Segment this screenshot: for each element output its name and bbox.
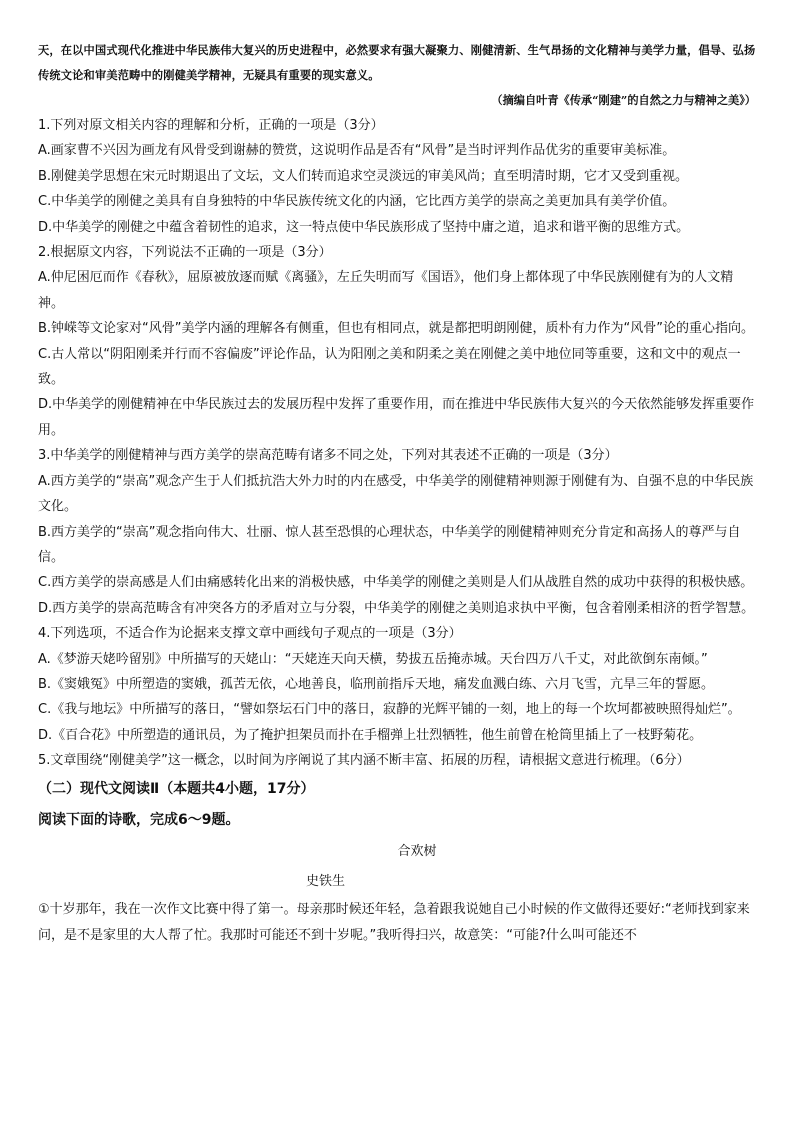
option-a: A.西方美学的“崇高”观念产生于人们抵抗浩大外力时的内在感受，中华美学的刚健精神则源于刚健有为、自强不息的中华民族文化。: [38, 473, 754, 515]
option-c: C.古人常以“阴阳刚柔并行而不容偏废”评论作品，认为阳刚之美和阴柔之美在刚健之美中地位同等重要，这和文中的观点一致。: [38, 346, 741, 388]
question-5: [38, 748, 756, 773]
question-1: [38, 113, 756, 240]
option-a: A.《梦游天姥吟留别》中所描写的天姥山：“天姥连天向天横，势拔五岳掩赤城。天台四万八千丈，对此欲倒东南倾。”: [38, 651, 708, 667]
question-stem: 3.中华美学的刚健精神与西方美学的崇高范畴有诸多不同之处，下列对其表述不正确的一项是（3分）: [38, 448, 618, 464]
option-b: B.钟嵘等文论家对“风骨”美学内涵的理解各有侧重，但也有相同点，就是都把明朗刚健，质朴有力作为“风骨”论的重心指向。: [38, 321, 754, 337]
question-stem: 5.文章围绕“刚健美学”这一概念，以时间为序阐说了其内涵不断丰富、拓展的历程，请根据文意进行梳理。（6分）: [38, 753, 690, 769]
option-b: B.西方美学的“崇高”观念指向伟大、壮丽、惊人甚至恐惧的心理状态，中华美学的刚健精神则充分肯定和高扬人的尊严与自信。: [38, 524, 741, 565]
source-citation: （摘编自叶青《传承“刚建”的自然之力与精神之美》）: [491, 93, 756, 107]
option-c: C.中华美学的刚健之美具有自身独特的中华民族传统文化的内涵，它比西方美学的崇高之美更加具有美学价值。: [38, 194, 676, 210]
option-c: C.《我与地坛》中所描写的落日，“譬如祭坛石门中的落日，寂静的光辉平铺的一刻，地上的每一个坎坷都被映照得灿烂”。: [38, 702, 741, 718]
option-b: B.刚健美学思想在宋元时期退出了文坛，文人们转而追求空灵淡远的审美风尚；直至明清时期，它才又受到重视。: [38, 168, 689, 184]
option-c: C.西方美学的崇高感是人们由痛感转化出来的消极快感，中华美学的刚健之美则是人们从战胜自然的成功中获得的积极快感。: [38, 575, 754, 591]
question-stem: 1.下列对原文相关内容的理解和分析，正确的一项是（3分）: [38, 118, 384, 133]
question-2: [38, 240, 756, 443]
question-4: [38, 621, 756, 748]
option-d: D.中华美学的刚健之中蕴含着韧性的追求，这一特点使中华民族形成了坚持中庸之道，追求和谐平衡的思维方式。: [38, 219, 690, 235]
option-a: A.画家曹不兴因为画龙有风骨受到谢赫的赞赏，这说明作品是否有“风骨”是当时评判作品优劣的重要审美标准。: [38, 143, 676, 159]
story-title: 合欢树: [397, 843, 437, 859]
story-paragraph: ①十岁那年，我在一次作文比赛中得了第一。母亲那时候还年轻，急着跟我说她自己小时候的作文做得还要好:“老师找到家来问，是不是家里的大人帮了忙。我那时可能还不到十岁呢。”我听得扫兴，故意笑：“可能?什么叫可能还不: [38, 901, 750, 943]
option-d: D.西方美学的崇高范畴含有冲突各方的矛盾对立与分裂，中华美学的刚健之美则追求执中平衡，包含着刚柔相济的哲学智慧。: [38, 600, 755, 616]
option-d: D.中华美学的刚健精神在中华民族过去的发展历程中发挥了重要作用，而在推进中华民族伟大复兴的今天依然能够发挥重要作用。: [38, 397, 755, 438]
story-author: 史铁生: [306, 873, 346, 889]
option-d: D.《百合花》中所塑造的通讯员，为了掩护担架员而扑在手榴弹上壮烈牺牲，他生前曾在枪筒里插上了一枝野菊花。: [38, 727, 703, 743]
reading-instruction: 阅读下面的诗歌，完成6～9题。: [38, 811, 240, 828]
question-stem: 2.根据原文内容，下列说法不正确的一项是（3分）: [38, 245, 332, 261]
option-b: B.《窦娥冤》中所塑造的窦娥，孤苦无依，心地善良，临刑前指斥天地，痛发血溅白练、六月飞雪，亢旱三年的誓愿。: [38, 676, 715, 692]
intro-paragraph: 天，在以中国式现代化推进中华民族伟大复兴的历史进程中，必然要求有强大凝聚力、刚健清新、生气昂扬的文化精神与美学力量，倡导、弘扬传统文论和审美范畴中的刚健美学精神，无疑具有重要的现实意义。: [38, 43, 756, 82]
question-3: [38, 443, 756, 621]
question-stem: 4.下列选项，不适合作为论据来支撑文章中画线句子观点的一项是（3分）: [38, 626, 462, 642]
section-heading: （二）现代文阅读Ⅱ（本题共4小题，17分）: [38, 780, 315, 797]
option-a: A.仲尼困厄而作《春秋》，屈原被放逐而赋《离骚》，左丘失明而写《国语》，他们身上都体现了中华民族刚健有为的人文精神。: [38, 270, 734, 311]
